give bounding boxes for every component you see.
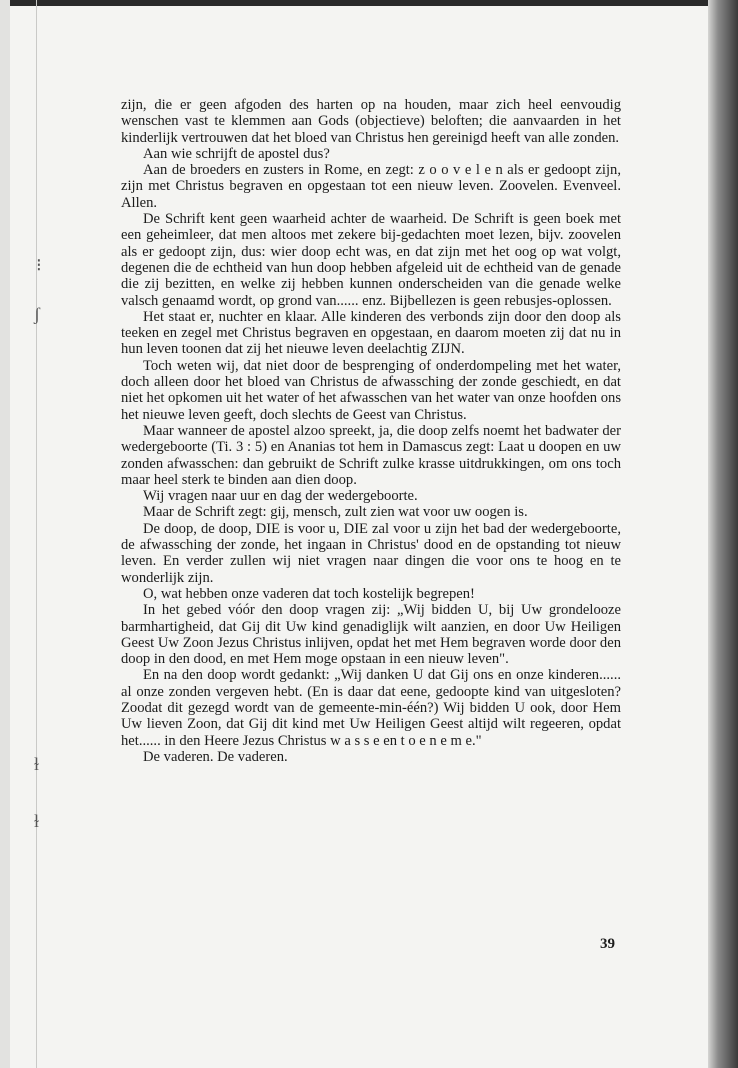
- paragraph: Aan wie schrijft de apostel dus?: [143, 145, 330, 162]
- paragraph: In het gebed vóór den doop vragen zij: „Wij bidden U, bij Uw grondelooze barmhartigheid, dat Gij dit Uw kind genadiglijk wilt aanzien, en door Uw Heiligen Geest Uw Zoon Jezus Christus inlijven, opdat het met Hem begraven worde door den doop in den dood, en met Hem moge opstaan in een nieuw leven".: [121, 602, 621, 668]
- margin-mark: ⁝: [36, 255, 42, 275]
- paragraph: zijn, die er geen afgoden des harten op na houden, maar zich heel eenvoudig wenschen vast te klemmen aan Gods (objectieve) beloften; die aanvaarden in het kinderlijk vertrouwen dat het bloed van Christus hen gereinigd heeft van alle zonden.: [121, 97, 621, 146]
- paragraph: Aan de broeders en zusters in Rome, en zegt: z o o v e l e n als er gedoopt zijn, zijn met Christus begraven en opgestaan tot een nieuw leven. Zoovelen. Evenveel. Allen.: [121, 162, 621, 211]
- paragraph: En na den doop wordt gedankt: „Wij danken U dat Gij ons en onze kinderen...... al onze zonden vergeven hebt. (En is daar dat eene, gedoopte kind van uitgesloten? Zoodat dit gezegd wordt van de gemeente-min-één?) Wij bidden U ook, door Hem Uw lieven Zoon, dat Gij dit kind met Uw Heiligen Geest altijd wilt regeeren, opdat het...... in den Heere Jezus Christus w a s s e en t o e n e m e.": [121, 667, 621, 749]
- page-top-edge: [0, 0, 738, 6]
- paragraph: Toch weten wij, dat niet door de besprenging of onderdompeling met het water, doch alleen door het bloed van Christus de afwassching der zonde geschiedt, en dat niet het opkomen uit het water of het afwasschen van het water van onze hoofden ons het nieuwe leven geeft, doch slechts de Geest van Christus.: [121, 357, 621, 423]
- margin-mark: ʃ: [34, 304, 40, 324]
- page-right-shadow: [708, 0, 738, 1068]
- paragraph: Wij vragen naar uur en dag der wedergeboorte.: [143, 488, 418, 505]
- margin-mark: ɫ: [34, 811, 40, 831]
- paragraph: Maar de Schrift zegt: gij, mensch, zult zien wat voor uw oogen is.: [143, 504, 528, 521]
- paragraph: De vaderen. De vaderen.: [143, 748, 288, 765]
- paragraph: Het staat er, nuchter en klaar. Alle kinderen des verbonds zijn door den doop als teeken en zegel met Christus begraven en opgestaan, en daarom moeten zij dat nu in hun leven toonen dat zij het nieuwe leven deelachtig ZIJN.: [121, 308, 621, 358]
- paragraph: De doop, de doop, DIE is voor u, DIE zal voor u zijn het bad der wedergeboorte, de afwassching der zonde, het ingaan in Christus' dood en de opstanding tot nieuw leven. En verder zullen wij niet vragen naar dingen die voor ons te hoog en te wonderlijk zijn.: [121, 520, 621, 586]
- margin-mark: ɫ: [34, 754, 40, 774]
- page-left-edge: [0, 0, 10, 1068]
- page-fold-line: [34, 0, 40, 1068]
- paragraph: O, wat hebben onze vaderen dat toch kostelijk begrepen!: [143, 585, 475, 602]
- body-text: [121, 97, 621, 765]
- paragraph: De Schrift kent geen waarheid achter de waarheid. De Schrift is geen boek met een geheimleer, dat men altoos met zekere bij-gedachten moet lezen, bijv. zoovelen als er gedoopt zijn, dus: wier doop echt was, en dat zijn met het oog op wat volgt, degenen die de echtheid van hun doop hebben afgeleid uit de echtheid van de genade die zij bezitten, en welke zij hebben kunnen onderscheiden van die genade welke valsch genaamd wordt, op grond van...... enz. Bijbellezen is geen rebusjes-oplossen.: [121, 211, 621, 309]
- paragraph: Maar wanneer de apostel alzoo spreekt, ja, die doop zelfs noemt het badwater der wedergeboorte (Ti. 3 : 5) en Ananias tot hem in Damascus zegt: Laat u doopen en uw zonden afwasschen: dan gebruikt de Schrift zulke krasse uitdrukkingen, om ons toch maar heel sterk te binden aan dien doop.: [121, 422, 621, 488]
- page-number: 39: [600, 936, 615, 952]
